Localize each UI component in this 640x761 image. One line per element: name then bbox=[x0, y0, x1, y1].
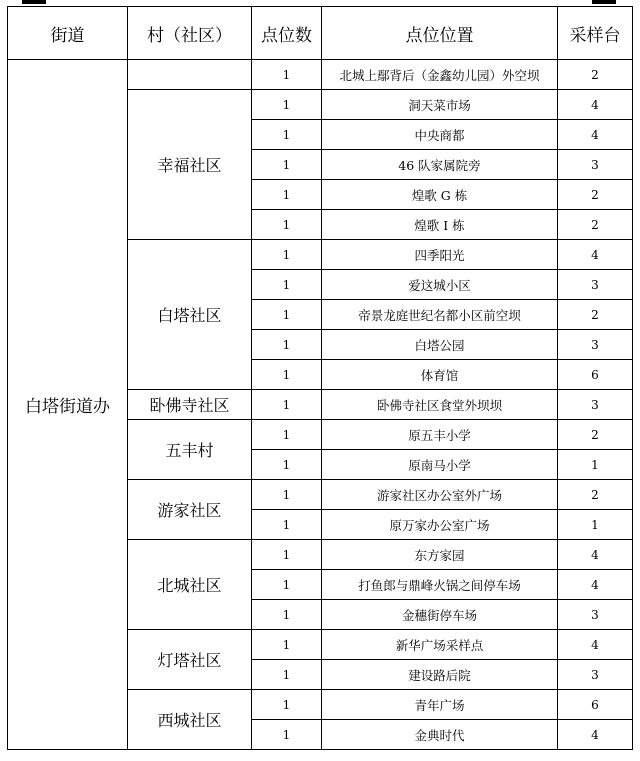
stations-cell: 4 bbox=[558, 120, 633, 150]
location-cell: 原万家办公室广场 bbox=[322, 510, 558, 540]
stations-cell: 6 bbox=[558, 690, 633, 720]
header-location: 点位位置 bbox=[322, 7, 558, 60]
top-edge-mark-right bbox=[592, 0, 616, 4]
location-cell: 爱这城小区 bbox=[322, 270, 558, 300]
points-cell: 1 bbox=[252, 660, 322, 690]
location-cell: 帝景龙庭世纪名都小区前空坝 bbox=[322, 300, 558, 330]
points-cell: 1 bbox=[252, 270, 322, 300]
stations-cell: 1 bbox=[558, 450, 633, 480]
location-cell: 白塔公园 bbox=[322, 330, 558, 360]
stations-cell: 1 bbox=[558, 510, 633, 540]
community-cell: 五丰村 bbox=[128, 420, 252, 480]
points-cell: 1 bbox=[252, 240, 322, 270]
sampling-sites-table bbox=[7, 6, 633, 750]
stations-cell: 4 bbox=[558, 630, 633, 660]
points-cell: 1 bbox=[252, 60, 322, 90]
location-cell: 四季阳光 bbox=[322, 240, 558, 270]
stations-cell: 3 bbox=[558, 270, 633, 300]
points-cell: 1 bbox=[252, 510, 322, 540]
location-cell: 原南马小学 bbox=[322, 450, 558, 480]
points-cell: 1 bbox=[252, 720, 322, 750]
community-cell: 白塔社区 bbox=[128, 240, 252, 390]
header-points: 点位数 bbox=[252, 7, 322, 60]
stations-cell: 3 bbox=[558, 660, 633, 690]
location-cell: 卧佛寺社区食堂外坝坝 bbox=[322, 390, 558, 420]
header-community: 村（社区） bbox=[128, 7, 252, 60]
header-row bbox=[8, 7, 633, 60]
location-cell: 建设路后院 bbox=[322, 660, 558, 690]
points-cell: 1 bbox=[252, 570, 322, 600]
stations-cell: 3 bbox=[558, 330, 633, 360]
points-cell: 1 bbox=[252, 480, 322, 510]
top-edge-mark-left bbox=[22, 0, 46, 4]
community-cell bbox=[128, 60, 252, 90]
stations-cell: 2 bbox=[558, 420, 633, 450]
stations-cell: 6 bbox=[558, 360, 633, 390]
points-cell: 1 bbox=[252, 150, 322, 180]
header-street: 街道 bbox=[8, 7, 128, 60]
location-cell: 东方家园 bbox=[322, 540, 558, 570]
points-cell: 1 bbox=[252, 180, 322, 210]
points-cell: 1 bbox=[252, 630, 322, 660]
location-cell: 原五丰小学 bbox=[322, 420, 558, 450]
points-cell: 1 bbox=[252, 540, 322, 570]
stations-cell: 4 bbox=[558, 540, 633, 570]
community-cell: 游家社区 bbox=[128, 480, 252, 540]
stations-cell: 4 bbox=[558, 720, 633, 750]
stations-cell: 4 bbox=[558, 570, 633, 600]
location-cell: 金典时代 bbox=[322, 720, 558, 750]
community-cell: 幸福社区 bbox=[128, 90, 252, 240]
points-cell: 1 bbox=[252, 90, 322, 120]
community-cell: 卧佛寺社区 bbox=[128, 390, 252, 420]
points-cell: 1 bbox=[252, 600, 322, 630]
location-cell: 煌歌 I 栋 bbox=[322, 210, 558, 240]
stations-cell: 2 bbox=[558, 210, 633, 240]
location-cell: 体育馆 bbox=[322, 360, 558, 390]
stations-cell: 3 bbox=[558, 390, 633, 420]
points-cell: 1 bbox=[252, 120, 322, 150]
location-cell: 46 队家属院旁 bbox=[322, 150, 558, 180]
community-cell: 灯塔社区 bbox=[128, 630, 252, 690]
location-cell: 新华广场采样点 bbox=[322, 630, 558, 660]
stations-cell: 2 bbox=[558, 480, 633, 510]
stations-cell: 4 bbox=[558, 90, 633, 120]
points-cell: 1 bbox=[252, 360, 322, 390]
location-cell: 青年广场 bbox=[322, 690, 558, 720]
location-cell: 洞天菜市场 bbox=[322, 90, 558, 120]
location-cell: 打鱼郎与鼎峰火锅之间停车场 bbox=[322, 570, 558, 600]
points-cell: 1 bbox=[252, 330, 322, 360]
points-cell: 1 bbox=[252, 210, 322, 240]
location-cell: 金穗街停车场 bbox=[322, 600, 558, 630]
table-body bbox=[8, 60, 633, 750]
stations-cell: 2 bbox=[558, 60, 633, 90]
location-cell: 游家社区办公室外广场 bbox=[322, 480, 558, 510]
stations-cell: 3 bbox=[558, 150, 633, 180]
stations-cell: 3 bbox=[558, 600, 633, 630]
location-cell: 中央商都 bbox=[322, 120, 558, 150]
header-stations: 采样台 bbox=[558, 7, 633, 60]
community-cell: 北城社区 bbox=[128, 540, 252, 630]
table-row bbox=[8, 60, 633, 90]
location-cell: 煌歌 G 栋 bbox=[322, 180, 558, 210]
location-cell: 北城上鄢背后（金鑫幼儿园）外空坝 bbox=[322, 60, 558, 90]
points-cell: 1 bbox=[252, 690, 322, 720]
stations-cell: 4 bbox=[558, 240, 633, 270]
points-cell: 1 bbox=[252, 420, 322, 450]
stations-cell: 2 bbox=[558, 300, 633, 330]
stations-cell: 2 bbox=[558, 180, 633, 210]
community-cell: 西城社区 bbox=[128, 690, 252, 750]
points-cell: 1 bbox=[252, 450, 322, 480]
street-cell: 白塔街道办 bbox=[8, 60, 128, 750]
points-cell: 1 bbox=[252, 300, 322, 330]
points-cell: 1 bbox=[252, 390, 322, 420]
